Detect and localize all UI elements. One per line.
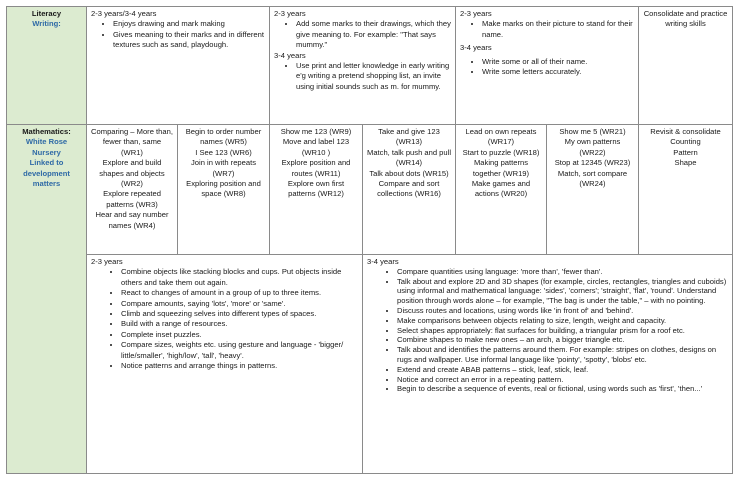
dm-left-cell xyxy=(86,254,362,474)
list-item: • Combine objects like stacking blocks and cups. Put objects inside others and take them out again. xyxy=(121,267,358,288)
list-item: • Complete inset puzzles. xyxy=(121,330,358,340)
wr-item: Lead on own repeats (WR17) xyxy=(465,127,537,147)
dm-right-cell xyxy=(362,254,733,474)
wr-block-7 xyxy=(638,124,733,254)
literacy-col1 xyxy=(86,6,269,124)
list-item: • Begin to describe a sequence of events, real or fictional, using words such as 'first', 'then...' xyxy=(397,384,728,394)
list-item: • Compare sizes, weights etc. using gesture and language - 'bigger/ little/smaller', 'high/low', 'tall', 'heavy'. xyxy=(121,340,358,361)
literacy-col3-heading: 2-3 years xyxy=(460,9,492,18)
wr-item: Explore position and routes (WR11) xyxy=(281,158,351,178)
wr-item: Pattern xyxy=(673,147,698,157)
list-item: • Compare quantities using language: 'more than', 'fewer than'. xyxy=(397,267,728,277)
wr-item: Explore own first patterns (WR12) xyxy=(287,179,345,199)
literacy-col3 xyxy=(455,6,638,124)
list-item: • Talk about and identifies the patterns around them. For example: stripes on clothes, designs on rugs and wallpaper. Use informal language like 'pointy', 'spotty', 'blobs' etc. xyxy=(397,345,728,365)
list-item: • Make comparisons between objects relating to size, length, weight and capacity. xyxy=(397,316,728,326)
wr-item: Talk about dots (WR15) xyxy=(369,168,449,178)
wr-item: Making patterns together (WR19) xyxy=(472,158,530,178)
list-item: • Select shapes appropriately: flat surfaces for building, a triangular prism for a roof etc. xyxy=(397,326,728,336)
list-item: • React to changes of amount in a group of up to three items. xyxy=(121,288,358,298)
list-item: • Notice patterns and arrange things in patterns. xyxy=(121,361,358,371)
dm-left-heading: 2-3 years xyxy=(91,257,123,266)
wr-block-1 xyxy=(86,124,177,254)
list-item: • Talk about and explore 2D and 3D shapes (for example, circles, rectangles, triangles and cuboids) using informal and mathematical language: 'sides', 'corners'; 'straight', 'flat', 'round'. Understand position through words alone – for example, "The bag is under the table," – with no pointing. xyxy=(397,277,728,306)
wr-item: Comparing – More than, fewer than, same (WR1) xyxy=(91,127,173,157)
list-item: • Discuss routes and locations, using words like 'in front of' and 'behind'. xyxy=(397,306,728,316)
list-item: • Enjoys drawing and mark making xyxy=(113,19,265,29)
wr-item: Explore and build shapes and objects (WR2) xyxy=(99,158,165,189)
wr-item: Show me 123 (WR9) xyxy=(280,127,352,136)
wr-item: Compare and sort collections (WR16) xyxy=(377,179,441,199)
literacy-col2-heading2: 3-4 years xyxy=(274,50,306,60)
list-item: • Write some or all of their name. xyxy=(482,57,634,67)
literacy-title: Literacy xyxy=(31,9,62,18)
list-item: • Gives meaning to their marks and in different textures such as sand, playdough. xyxy=(113,30,265,51)
wr-item: Start to puzzle (WR18) xyxy=(462,147,540,157)
list-item: • Make marks on their picture to stand for their name. xyxy=(482,19,634,40)
dm-right-heading: 3-4 years xyxy=(367,257,399,266)
list-item: • Write some letters accurately. xyxy=(482,67,634,77)
literacy-col4 xyxy=(638,6,733,124)
wr-block-6 xyxy=(546,124,638,254)
wr-item: Move and label 123 (WR10 ) xyxy=(282,137,350,157)
wr-item: Begin to order number names (WR5) xyxy=(185,127,262,147)
wr-item: Hear and say number names (WR4) xyxy=(95,210,169,230)
wr-item: Counting xyxy=(670,137,701,147)
maths-subtitle-line: matters xyxy=(32,179,61,189)
list-item: • Notice and correct an error in a repeating pattern. xyxy=(397,375,728,385)
wr-item: Take and give 123 (WR13) xyxy=(378,127,440,147)
wr-block-5 xyxy=(455,124,546,254)
list-item: • Combine shapes to make new ones – an arch, a bigger triangle etc. xyxy=(397,335,728,345)
list-item: • Extend and create ABAB patterns – stick, leaf, stick, leaf. xyxy=(397,365,728,375)
wr-item: Stop at 12345 (WR23) xyxy=(554,158,631,168)
wr-item: My own patterns (WR22) xyxy=(564,137,621,157)
wr-item: I See 123 (WR6) xyxy=(195,147,252,157)
list-item: • Climb and squeezing selves into different types of spaces. xyxy=(121,309,358,319)
literacy-col1-heading: 2-3 years/3-4 years xyxy=(91,9,157,18)
literacy-col2 xyxy=(269,6,455,124)
list-item: • Compare amounts, saying 'lots', 'more' or 'same'. xyxy=(121,299,358,309)
wr-item: Make games and actions (WR20) xyxy=(471,179,531,199)
maths-subtitle-line: Nursery xyxy=(32,147,61,157)
literacy-subtitle: Writing: xyxy=(32,19,61,29)
literacy-col2-heading: 2-3 years xyxy=(274,9,306,18)
maths-subtitle-line: Linked to xyxy=(29,158,64,168)
list-item: • Build with a range of resources. xyxy=(121,319,358,329)
wr-block-3 xyxy=(269,124,362,254)
literacy-area-cell xyxy=(6,6,86,124)
wr-item: Explore repeated patterns (WR3) xyxy=(103,189,161,209)
wr-item: Shape xyxy=(674,158,697,168)
maths-subtitle-line: development xyxy=(23,168,70,178)
list-item: • Add some marks to their drawings, which they give meaning to. For example: "That says mummy." xyxy=(296,19,451,50)
maths-title: Mathematics: xyxy=(22,127,71,136)
maths-area-cell xyxy=(6,124,86,474)
wr-item: Join in with repeats (WR7) xyxy=(190,158,256,178)
wr-item: Exploring position and space (WR8) xyxy=(186,179,261,199)
wr-item: Show me 5 (WR21) xyxy=(559,127,626,136)
wr-item: Revisit & consolidate xyxy=(650,127,721,136)
wr-block-2 xyxy=(177,124,269,254)
wr-block-4 xyxy=(362,124,455,254)
literacy-col4-text: Consolidate and practice writing skills xyxy=(643,9,728,29)
literacy-col3-heading2: 3-4 years xyxy=(460,43,492,53)
list-item: • Use print and letter knowledge in early writing e'g writing a pretend shopping list, an invite using initial sounds such as m. for mummy. xyxy=(296,61,451,92)
maths-subtitle-line: White Rose xyxy=(25,137,68,147)
wr-item: Match, sort compare (WR24) xyxy=(557,168,628,189)
wr-item: Match, talk push and pull (WR14) xyxy=(367,147,452,168)
